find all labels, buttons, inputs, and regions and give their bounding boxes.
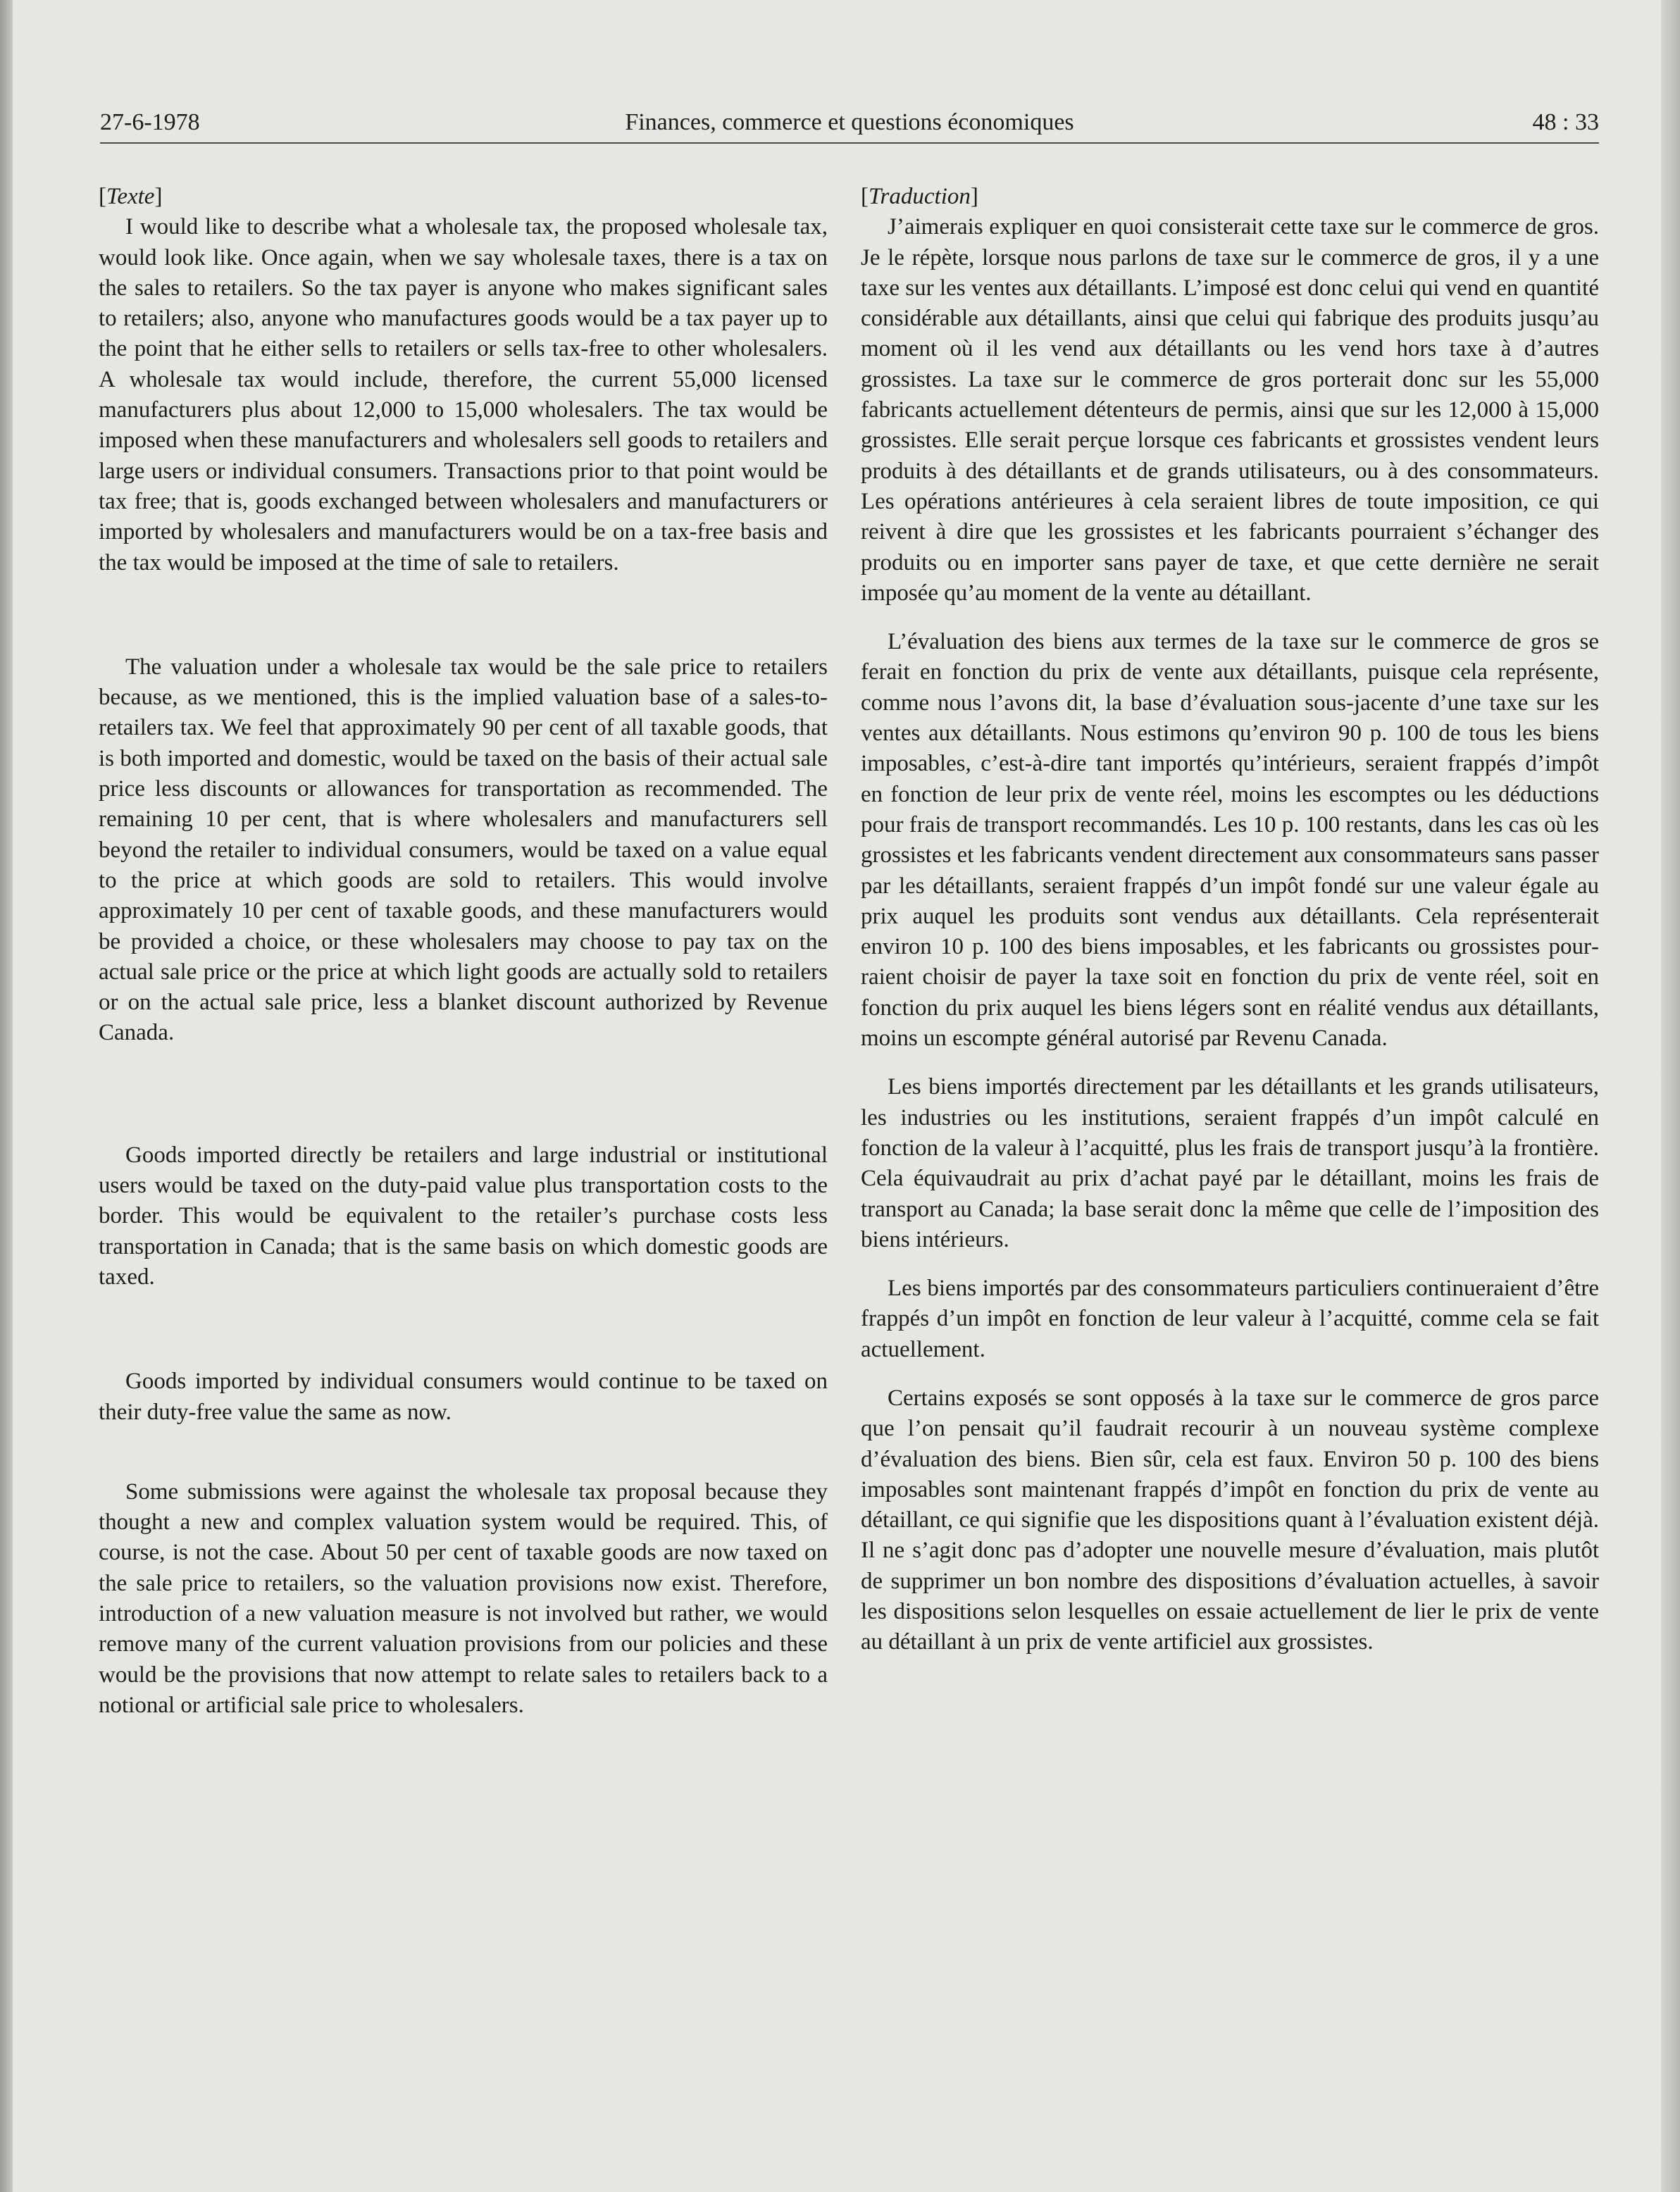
column-heading-label: Traduction bbox=[869, 184, 971, 209]
paragraph: Goods imported by individual consumers would continue to be taxed on their duty-free value the same as now. bbox=[99, 1369, 828, 1425]
header-title: Finances, commerce et questions économiques bbox=[625, 109, 1074, 135]
paragraph: J’aimerais expliquer en quoi consisterait cette taxe sur le commerce de gros. Je le répète, lorsque nous parlons de taxe sur le commerce de gros, il y a une taxe sur les ventes aux détaillants. L’imposé est donc celui qui vend en quantité considérable aux détaillants, ainsi que celui qui fabrique des produits jusqu’au moment où il les vend aux détaillants ou les vend hors taxe à d’autres grossistes. La taxe sur le commerce de gros porterait donc sur les 55,000 fabricants actuellement détenteurs de permis, ainsi que sur les 12,000 à 15,000 grossistes. Elle serait perçue lorsque ces fabricants et grossistes vendent leurs produits à des détaillants et de grands utilisateurs, ou à des consommateurs. Les opérations antérieures à cela seraient libres de toute imposition, ce qui reivent à dire que les grossistes et les fabricants pourraient s’échanger des produits ou en importer sans payer de taxe, et que cette dernière ne serait imposée qu’au moment de la vente au détaillant. bbox=[861, 214, 1599, 606]
paragraph: Les biens importés par des consommateurs particuliers continueraient d’être frappés d’un impôt en fonction de leur valeur à l’acquitté, comme cela se fait actuellement. bbox=[861, 1276, 1599, 1362]
paragraph: L’évaluation des biens aux termes de la taxe sur le commerce de gros se ferait en fonction du prix de vente aux détaillants, puisque cela représente, comme nous l’avons dit, la base d’évaluation sous-jacente d’une taxe sur les ventes aux détaillants. Nous estimons qu’environ 90 p. 100 de tous les biens imposables, c’est-à-dire tant importés qu’intérieurs, seraient frappés d’impôt en fonction de leur prix de vente réel, moins les escomptes ou les déductions pour frais de transport recommandés. Les 10 p. 100 restants, dans les cas où les grossistes et les fabricants vendent directement aux consommateurs sans passer par les détaillants, seraient frappés d’un impôt fondé sur une valeur égale au prix auquel les produits sont vendus aux détaillants. Cela représenterait environ 10 p. 100 des biens imposables, et les fabricants ou grossistes pourraient choisir de payer la taxe soit en fonction du prix de vente réel, soit en fonction du prix auquel les biens légers sont en réalité vendus aux détaillants, moins un escompte général autorisé par Revenu Canada. bbox=[861, 629, 1599, 1052]
paragraph: The valuation under a wholesale tax would be the sale price to retailers because, as we mentioned, this is the implied valuation base of a sales-to-retailers tax. We feel that approximately 90 per cent of all taxable goods, that is both imported and domestic, would be taxed on the basis of their actual sale price less discounts or allowances for transportation as recommended. The remaining 10 per cent, that is where wholesalers and manufacturers sell beyond the retailer to individual consumers, would be taxed on a value equal to the price at which goods are sold to retailers. This would involve approximately 10 per cent of taxable goods, and these manufacturers would be provided a choice, or these wholesalers may choose to pay tax on the actual sale price or the price at which light goods are actually sold to retailers or on the actual sale price, less a blanket discount authorized by Revenue Canada. bbox=[99, 654, 828, 1046]
header-page-number: 48 : 33 bbox=[1532, 109, 1599, 135]
paragraph: Some submissions were against the wholesale tax proposal because they thought a new and complex valuation system would be required. This, of course, is not the case. About 50 per cent of taxable goods are now taxed on the sale price to retailers, so the valuation provisions now exist. Therefore, introduction of a new valuation measure is not involved but rather, we would remove many of the current valuation provisions from our policies and these would be the provisions that now attempt to relate sales to retailers back to a notional or artificial sale price to wholesalers. bbox=[99, 1478, 828, 1718]
column-heading-texte: [Texte] bbox=[99, 184, 163, 209]
header-rule bbox=[100, 142, 1599, 144]
page-edge-shadow bbox=[1661, 0, 1680, 2192]
paragraph: Certains exposés se sont opposés à la taxe sur le commerce de gros parce que l’on pensait qu’il faudrait recourir à un nouveau système complexe d’évaluation des biens. Bien sûr, cela est faux. Environ 50 p. 100 des biens imposables sont maintenant frappés d’impôt en fonction du prix de vente au détaillant, ce qui signifie que les dispositions quant à l’évaluation existent déjà. Il ne s’agit donc pas d’adopter une nouvelle mesure d’évaluation, mais plutôt de supprimer un bon nombre des dispositions d’évaluation actuelles, à savoir les dispositions selon lesquelles on essaie actuellement de lier le prix de vente au détaillant à un prix de vente artificiel aux grossistes. bbox=[861, 1385, 1599, 1655]
english-text-column bbox=[99, 176, 828, 1721]
running-header bbox=[100, 107, 1599, 138]
paragraph: I would like to describe what a wholesale tax, the proposed wholesale tax, would look like. Once again, when we say wholesale taxes, there is a tax on the sales to retailers. So the tax payer is anyone who makes significant sales to retailers; also, anyone who manufactures goods would be a tax payer up to the point that he either sells to retailers or sells tax-free to other wholesalers. A wholesale tax would include, therefore, the current 55,000 licensed manufacturers plus about 12,000 to 15,000 wholesalers. The tax would be imposed when these manufacturers and wholesalers sell goods to retailers and large users or individual consumers. Transactions prior to that point would be tax free; that is, goods exchanged between wholesalers and manufacturers or imported by wholesalers and manufacturers would be on a tax-free basis and the tax would be imposed at the time of sale to retailers. bbox=[99, 214, 828, 575]
header-date: 27-6-1978 bbox=[100, 109, 200, 135]
paragraph: Les biens importés directement par les détaillants et les grands utilisateurs, les industries ou les institutions, seraient frappés d’un impôt calculé en fonction de la valeur à l’acquitté, plus les frais de transport jusqu’à la frontière. Cela équivaudrait au prix d’achat payé par le détaillant, moins les frais de transport au Canada; la base serait donc la même que celle de l’imposition des biens intérieurs. bbox=[861, 1074, 1599, 1252]
french-translation-column bbox=[861, 176, 1599, 1658]
book-spine-shadow bbox=[0, 0, 13, 2192]
column-heading-label: Texte bbox=[106, 184, 155, 209]
paragraph: Goods imported directly be retailers and large industrial or institutional users would be taxed on the duty-paid value plus transportation costs to the border. This would be equivalent to the retailer’s purchase costs less transportation in Canada; that is the same basis on which domestic goods are taxed. bbox=[99, 1142, 828, 1290]
column-heading-traduction: [Traduction] bbox=[861, 184, 978, 209]
